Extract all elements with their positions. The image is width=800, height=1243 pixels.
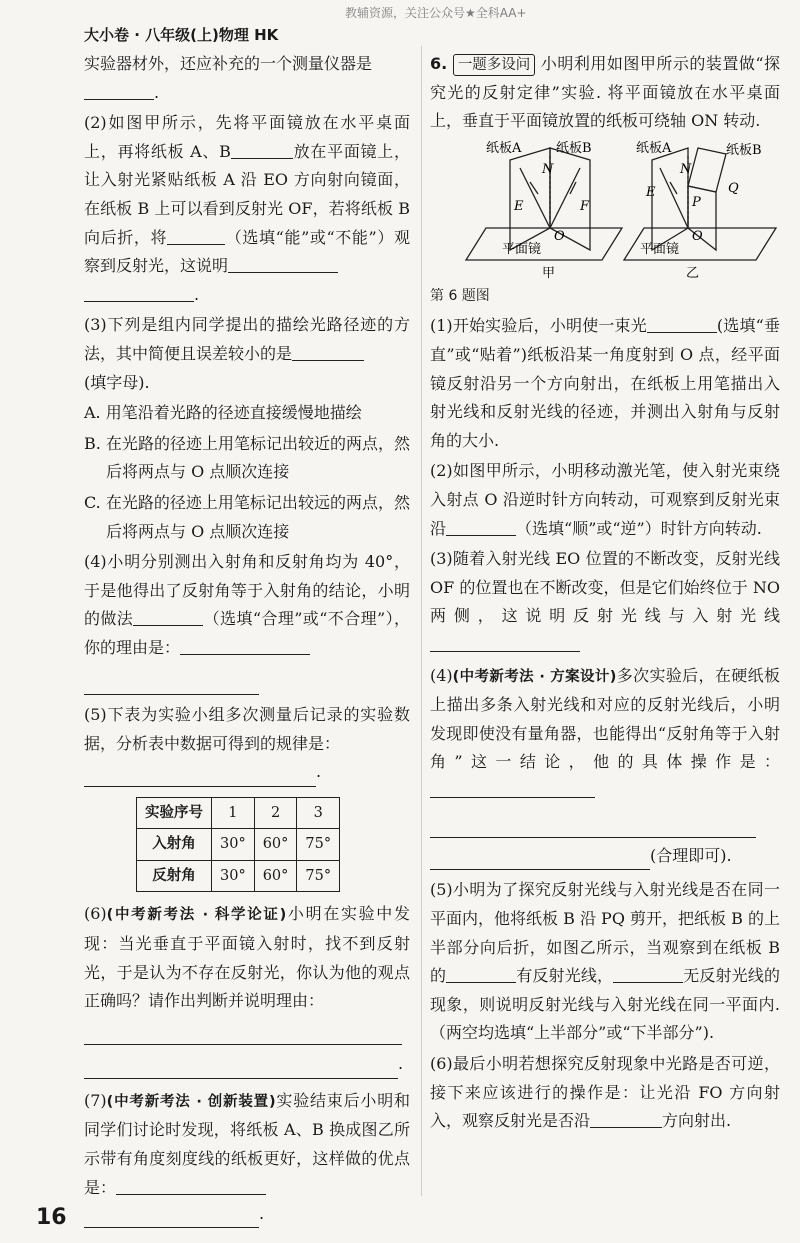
answer-blank[interactable]: [647, 314, 717, 333]
label-e: E: [646, 184, 656, 200]
answer-blank[interactable]: [228, 254, 338, 273]
table-cell: 30°: [212, 829, 255, 861]
label-n: N: [542, 161, 554, 177]
q5-cont: 实验器材外，还应补充的一个测量仪器是 .: [84, 54, 373, 102]
label-board-b: 纸板B: [556, 140, 592, 156]
answer-line-wrap: .: [84, 761, 410, 787]
answer-blank[interactable]: [430, 779, 595, 798]
q5-part2: (2)如图甲所示，先将平面镜放在水平桌面上，再将纸板 A、B 放在平面镜上，让入射光紧贴纸板 A 沿 EO 方向射向镜面，在纸板 B 上可以看到反射光 OF，若将纸板 B 向后折，将 （选填“能”或“不能”）观察到反射光，这说明 .: [84, 113, 410, 304]
incident-ray: [660, 168, 688, 228]
arrow-mark: [530, 182, 538, 194]
question-badge: 一题多设问: [453, 54, 536, 76]
answer-blank[interactable]: [292, 342, 364, 361]
option-a: A. 用笔沿着光路的径迹直接缓慢地描绘: [84, 403, 362, 423]
table-cell: 反射角: [137, 860, 212, 892]
label-yi: 乙: [686, 265, 700, 280]
answer-line[interactable]: [84, 762, 316, 787]
table-row: [137, 860, 340, 892]
answer-blank[interactable]: [231, 140, 293, 159]
answer-line[interactable]: [84, 1020, 402, 1045]
figure-diagram: [430, 140, 780, 280]
board-b-upper: [688, 148, 726, 192]
q5-part7: (7)(中考新考法 · 创新装置)实验结束后小明和同学们讨论时发现，将纸板 A、B 换成图乙所示带有角度刻度线的纸板更好，这样做的优点是：: [84, 1090, 410, 1197]
answer-line[interactable]: [84, 1054, 398, 1079]
label-board-a: 纸板A: [486, 140, 522, 156]
label-o: O: [692, 228, 703, 244]
answer-blank[interactable]: [84, 81, 154, 100]
question-number: 6.: [430, 54, 448, 73]
answer-blank[interactable]: [590, 1109, 662, 1128]
reflected-ray: [550, 168, 580, 228]
label-mirror: 平面镜: [640, 241, 680, 257]
label-mirror: 平面镜: [502, 241, 542, 257]
q6-part1: (1)开始实验后，小明使一束光 (选填“垂直”或“贴着”)纸板沿某一角度射到 O 点，经平面镜反射沿另一个方向射出，在纸板上用笔描出入射光线和反射光线的径迹，并测出入射角与反射角的大小.: [430, 316, 780, 450]
table-cell: 75°: [297, 860, 340, 892]
answer-blank[interactable]: [116, 1176, 266, 1195]
q6-part2: (2)如图甲所示，小明移动激光笔，使入射光束绕入射点 O 沿逆时针方向转动，可观察到反射光束沿 （选填“顺”或“逆”）时针方向转动.: [430, 461, 780, 538]
q6-part4: (4)(中考新考法 · 方案设计)多次实验后，在硬纸板上描出多条入射光线和对应的反射光线后，小明发现即使没有量角器，也能得出“反射角等于入射角”这一结论，他的具体操作是：: [430, 662, 780, 806]
answer-line-wrap: (合理即可).: [430, 844, 780, 870]
data-table: [136, 797, 340, 893]
q5-part4: (4)小明分别测出入射角和反射角均为 40°，于是他得出了反射角等于入射角的结论，小明的做法 （选填“合理”或“不合理”），你的理由是：: [84, 552, 410, 657]
q6-part3: (3)随着入射光线 EO 位置的不断改变，反射光线 OF 的位置也在不断改变，但是它们始终位于 NO 两侧，这说明反射光线与入射光线: [430, 545, 780, 659]
right-column: [430, 50, 780, 1138]
answer-line-wrap: .: [84, 1051, 410, 1079]
q5-part3: (3)下列是组内同学提出的描绘光路径迹的方法，其中简便且误差较小的是 (填字母).: [84, 315, 410, 392]
q6-part5: (5)小明为了探究反射光线与入射光线是否在同一平面内，他将纸板 B 沿 PQ 剪开，把纸板 B 的上半部分向后折，如图乙所示，当观察到在纸板 B 的 有反射光线， 无反射光线的现象，则说明反射光线与入射光线在同一平面内.（两空均选填“上半部分”或“下半部分”).: [430, 880, 780, 1043]
left-column: [84, 50, 410, 1228]
figure-6: [430, 140, 780, 280]
answer-line[interactable]: [84, 1203, 259, 1228]
table-cell: 60°: [254, 860, 297, 892]
table-cell: 75°: [297, 829, 340, 861]
table-row: [137, 829, 340, 861]
table-cell: 实验序号: [137, 797, 212, 829]
incident-ray: [520, 168, 550, 228]
answer-blank[interactable]: [167, 226, 225, 245]
answer-blank[interactable]: [430, 633, 580, 652]
answer-blank[interactable]: [133, 607, 203, 626]
table-cell: 2: [254, 797, 297, 829]
label-board-a: 纸板A: [636, 140, 672, 156]
column-divider: [421, 46, 422, 1196]
option-c: C. 在光路的径迹上用笔标记出较远的两点，然后将两点与 O 点顺次连接: [84, 492, 410, 541]
answer-line[interactable]: [430, 813, 756, 838]
option-b: B. 在光路的径迹上用笔标记出较近的两点，然后将两点与 O 点顺次连接: [84, 433, 410, 482]
label-jia: 甲: [542, 265, 556, 280]
answer-line[interactable]: [84, 670, 259, 695]
label-f: F: [580, 198, 590, 214]
label-n: N: [680, 161, 692, 177]
answer-blank[interactable]: [446, 964, 516, 983]
table-cell: 1: [212, 797, 255, 829]
q5-part5: (5)下表为实验小组多次测量后记录的实验数据，分析表中数据可得到的规律是：: [84, 705, 410, 754]
watermark: 教辅资源，关注公众号★全科AA+: [345, 6, 527, 20]
table-cell: 60°: [254, 829, 297, 861]
table-header-row: [137, 797, 340, 829]
arrow-mark: [570, 182, 576, 194]
page-number: 16: [36, 1205, 67, 1230]
label-p: P: [692, 194, 701, 210]
answer-blank[interactable]: [446, 517, 516, 536]
table-cell: 3: [297, 797, 340, 829]
mirror-shape: [466, 228, 622, 260]
question-6-intro: 6. 一题多设问 小明利用如图甲所示的装置做“探究光的反射定律”实验. 将平面镜放在水平桌面上，垂直于平面镜放置的纸板可绕轴 ON 转动.: [430, 54, 781, 131]
answer-blank[interactable]: [84, 283, 194, 302]
label-e: E: [514, 198, 524, 214]
figure-caption: 第 6 题图: [430, 287, 490, 304]
answer-line[interactable]: [430, 845, 650, 870]
answer-line-wrap: .: [84, 1204, 410, 1228]
page-header: 大小卷 · 八年级(上)物理 HK: [84, 26, 279, 44]
label-board-b: 纸板B: [726, 142, 762, 158]
label-o: O: [554, 228, 565, 244]
q6-part6: (6)最后小明若想探究反射现象中光路是否可逆，接下来应该进行的操作是：让光沿 FO 方向射入，观察反射光是否沿 方向射出.: [430, 1054, 780, 1131]
table-cell: 入射角: [137, 829, 212, 861]
answer-blank[interactable]: [180, 636, 310, 655]
q5-part6: (6)(中考新考法 · 科学论证)小明在实验中发现：当光垂直于平面镜入射时，找不到反射光，于是认为不存在反射光，你认为他的观点正确吗？请作出判断并说明理由：: [84, 904, 410, 1011]
answer-blank[interactable]: [613, 964, 683, 983]
table-cell: 30°: [212, 860, 255, 892]
label-q: Q: [728, 180, 739, 196]
